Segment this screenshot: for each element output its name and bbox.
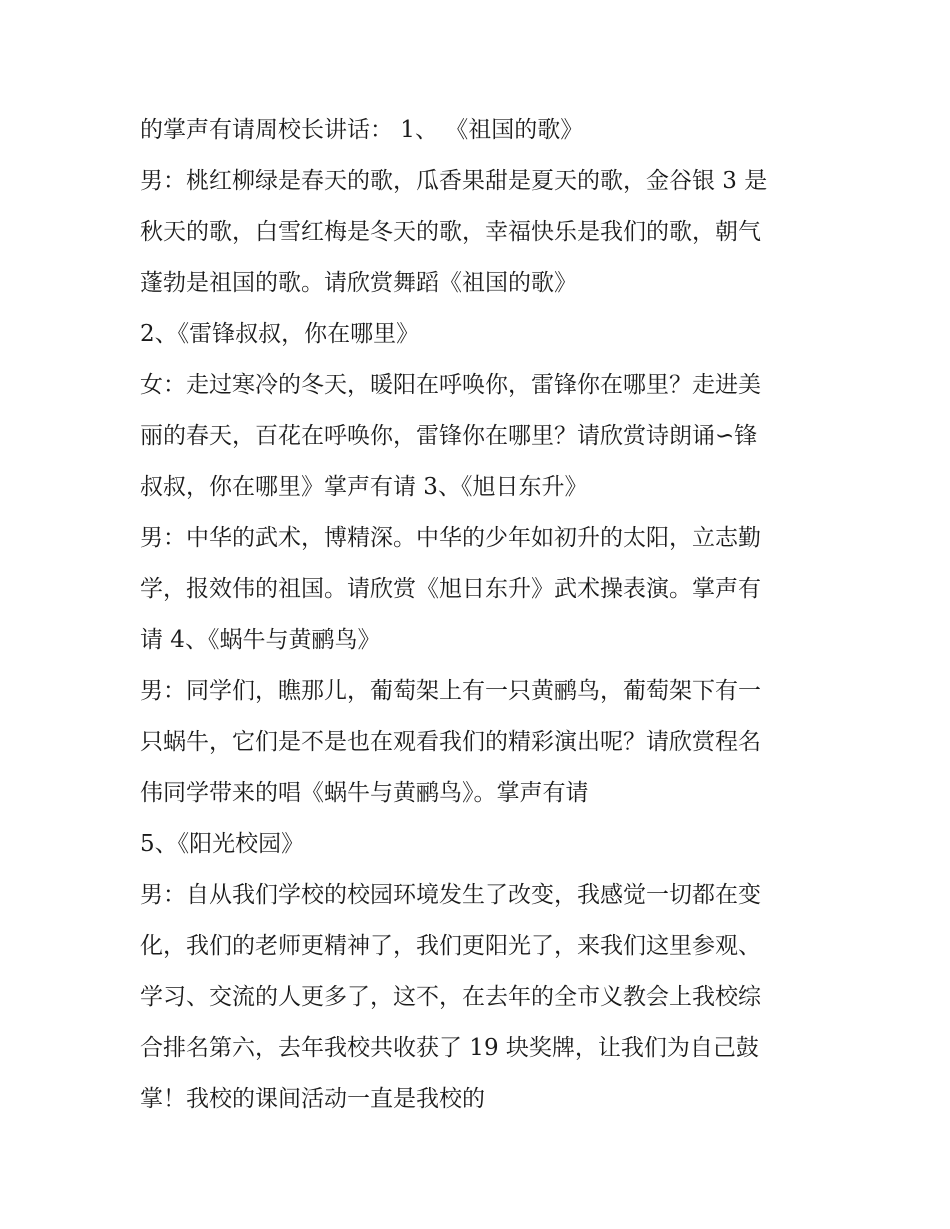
section-heading: 5、《阳光校园》	[140, 831, 305, 857]
text-line: 男：桃红柳绿是春天的歌，瓜香果甜是夏天的歌，金谷银 3 是	[140, 168, 768, 194]
text-line: 化，我们的老师更精神了，我们更阳光了，来我们这里参观、	[140, 933, 761, 959]
text-line: 男：同学们，瞧那儿，葡萄架上有一只黄鹂鸟，葡萄架下有一	[140, 678, 761, 704]
text-line: 学，报效伟的祖国。请欣赏《旭日东升》武术操表演。掌声有	[140, 576, 761, 602]
text-line: 秋天的歌，白雪红梅是冬天的歌，幸福快乐是我们的歌，朝气	[140, 219, 761, 245]
text-line: 女：走过寒冷的冬天，暖阳在呼唤你，雷锋你在哪里？走进美	[140, 372, 761, 398]
text-line: 掌！我校的课间活动一直是我校的	[140, 1086, 485, 1112]
document-body	[140, 105, 830, 1125]
text-line: 只蜗牛，它们是不是也在观看我们的精彩演出呢？请欣赏程名	[140, 729, 761, 755]
text-line: 丽的春天，百花在呼唤你，雷锋你在哪里？请欣赏诗朗诵∽锋	[140, 423, 758, 449]
section-heading: 2、《雷锋叔叔，你在哪里》	[140, 321, 420, 347]
text-line: 叔叔，你在哪里》掌声有请 3、《旭日东升》	[140, 474, 588, 500]
text-line: 学习、交流的人更多了，这不，在去年的全市义教会上我校综	[140, 984, 761, 1010]
text-line: 合排名第六，去年我校共收获了 19 块奖牌，让我们为自己鼓	[140, 1035, 759, 1061]
text-line: 伟同学带来的唱《蜗牛与黄鹂鸟》。掌声有请	[140, 780, 589, 806]
text-line: 请 4、《蜗牛与黄鹂鸟》	[140, 627, 381, 653]
text-line: 蓬勃是祖国的歌。请欣赏舞蹈《祖国的歌》	[140, 270, 577, 296]
text-line: 的掌声有请周校长讲话： 1、 《祖国的歌》	[140, 117, 584, 143]
text-line: 男：自从我们学校的校园环境发生了改变，我感觉一切都在变	[140, 882, 761, 908]
text-line: 男：中华的武术，博精深。中华的少年如初升的太阳，立志勤	[140, 525, 761, 551]
